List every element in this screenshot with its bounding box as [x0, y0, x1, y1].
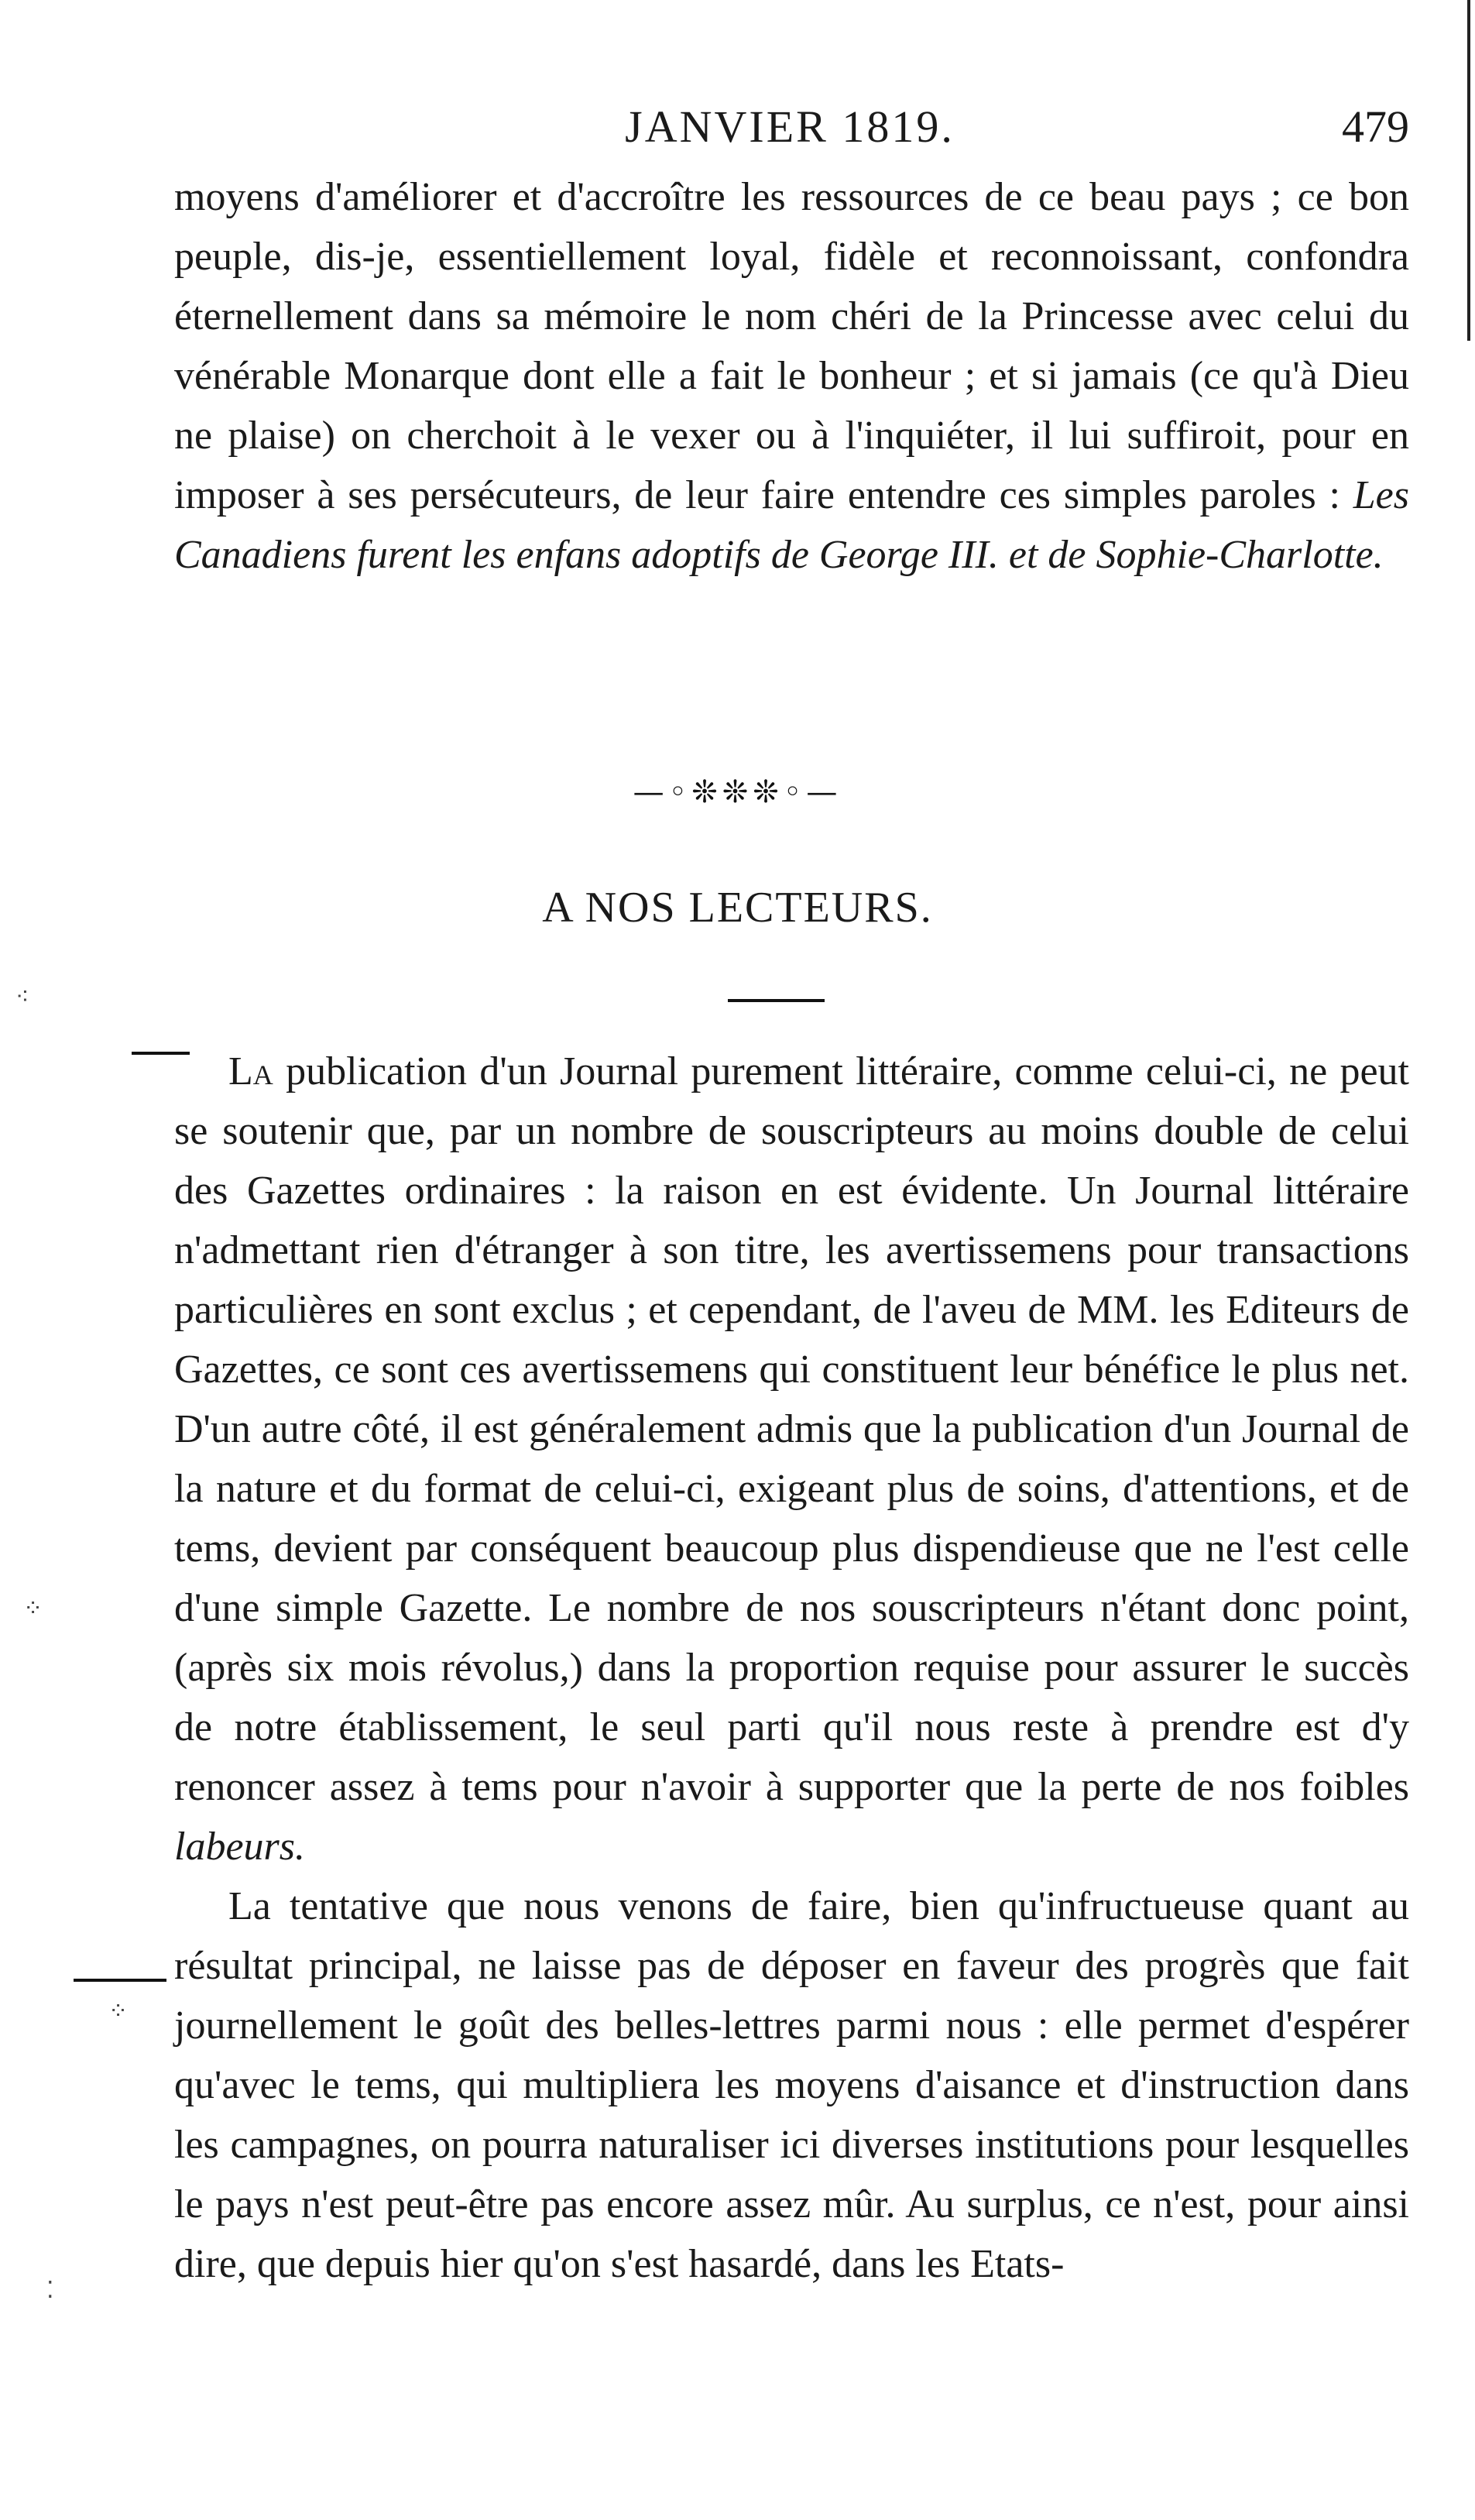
continuation-paragraph — [174, 167, 1409, 585]
margin-speck: ⁚ — [46, 2277, 54, 2304]
running-head: JANVIER 1819. — [625, 101, 955, 152]
paragraph-1-italic-end: labeurs. — [174, 1825, 305, 1869]
continuation-text: moyens d'améliorer et d'accroître les ressources de ce beau pays ; ce bon peuple, dis-je, essentiellement loyal, fidèle et reconnoissant, confondra éternellement dans sa mémoire le nom chéri de la Princesse avec celui du vénérable Monarque dont elle a fait le bonheur ; et si jamais (ce qu'à Dieu ne plaise) on cherchoit à le vexer ou à l'inquiéter, il lui suffiroit, pour en imposer à ses persécuteurs, de leur faire entendre ces simples paroles : — [174, 175, 1409, 517]
margin-speck: ⁖ — [15, 984, 29, 1011]
margin-dash-2 — [74, 1979, 166, 1982]
article-body — [174, 1042, 1409, 2294]
margin-speck: ⁘ — [108, 1998, 129, 2025]
margin-speck: ⁘ — [23, 1595, 43, 1622]
edge-rule — [1467, 0, 1470, 341]
title-rule — [728, 999, 825, 1002]
article-paragraph-1 — [174, 1042, 1409, 1876]
page-number: 479 — [1342, 101, 1409, 152]
ornament-divider: —◦❊❊❊◦— — [633, 774, 842, 810]
article-paragraph-2: La tentative que nous venons de faire, bien qu'infructueuse quant au résultat principal, ne laisse pas de déposer en faveur des progrès que fait journellement le goût des belles-lettres parmi nous : elle permet d'espérer qu'avec le tems, qui multipliera les moyens d'aisance et d'instruction dans les campagnes, on pourra naturaliser ici diverses institutions pour lesquelles le pays n'est peut-être pas encore assez mûr. Au surplus, ce n'est, pour ainsi dire, que depuis hier qu'on s'est hasardé, dans les Etats- — [174, 1884, 1409, 2286]
paragraph-initial: La — [228, 1049, 273, 1093]
page-header — [170, 93, 1409, 163]
paragraph-1-text: publication d'un Journal purement littéraire, comme celui-ci, ne peut se soutenir que, par un nombre de souscripteurs au moins double de celui des Gazettes ordinaires : la raison en est évidente. Un Journal littéraire n'admettant rien d'étranger à son titre, les avertissemens pour transactions particulières en sont exclus ; et cependant, de l'aveu de MM. les Editeurs de Gazettes, ce sont ces avertissemens qui constituent leur bénéfice le plus net. D'un autre côté, il est généralement admis que la publication d'un Journal de la nature et du format de celui-ci, exigeant plus de soins, d'attentions, et de tems, devient par conséquent beaucoup plus dispendieuse que ne l'est celle d'une simple Gazette. Le nombre de nos souscripteurs n'étant donc point, (après six mois révolus,) dans la proportion requise pour assurer le succès de notre établissement, le seul parti qu'il nous reste à prendre est d'y renoncer assez à tems pour n'avoir à supporter que la perte de nos foibles — [174, 1049, 1409, 1809]
continuation-quote: Les Canadiens furent les enfans adoptifs de George III. et de Sophie-Charlotte. — [174, 473, 1409, 577]
section-title: A NOS LECTEURS. — [542, 884, 933, 932]
margin-dash-1 — [132, 1052, 190, 1055]
